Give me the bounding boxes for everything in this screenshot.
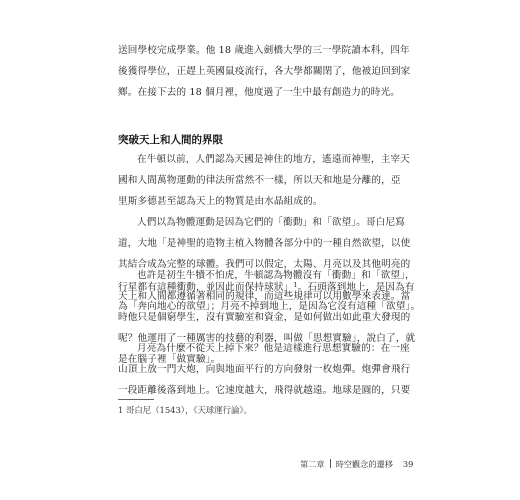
text-line: 為「奔向地心的欲望」；月亮不掉到地上，是因為它沒有這種「欲望」。 <box>118 301 421 312</box>
footnote-marker: 1 <box>293 281 298 289</box>
text-line: 是在腦子裡「做實驗」。 <box>118 354 221 365</box>
chapter-label: 第二章 <box>300 459 325 469</box>
text-line: 里斯多德甚至認為天上的物質是由水晶組成的。 <box>118 196 323 207</box>
text-line: 國和人間萬物運動的律法所當然不一樣，所以天和地是分離的，亞 <box>118 175 401 186</box>
text-line-start: 行星都有這種衝動，並因此而保持球狀」 <box>118 282 294 293</box>
text-line: 一段距離後落到地上。它速度越大，飛得就越遠。地球是圓的，只要 <box>118 385 411 396</box>
text-line: 在牛頓以前，人們認為天國是神住的地方，遙遠而神聖，主宰天 <box>137 154 410 165</box>
text-line: 後獲得學位，正趕上英國鼠疫流行，各大學都關閉了，他被迫回到家 <box>118 66 411 77</box>
text-line: 送回學校完成學業。他 18 歲進入劍橋大學的三一學院讀本科，四年 <box>118 45 410 56</box>
text-line-end: 。石頭落到地上，是因為有 <box>297 282 415 293</box>
text-line: 時他只是個窮學生，沒有實驗室和資金，是如何做出如此重大發現的 <box>118 312 411 323</box>
footnote: 1 哥白尼（1543），《天球運行論》。 <box>118 405 252 415</box>
intro-paragraph <box>118 40 411 103</box>
paragraph-4 <box>118 338 411 401</box>
paragraph-1 <box>118 149 410 212</box>
running-title: 時空觀念的遷移 <box>335 459 393 469</box>
page-number: 39 <box>402 459 414 469</box>
text-line: 其結合成為完整的球體。我們可以假定，太陽、月亮以及其他明亮的 <box>118 259 411 270</box>
text-line: 月亮為什麼不從天上掉下來？他是這樣進行思想實驗的：在一座 <box>137 343 410 354</box>
footer-divider <box>330 459 331 468</box>
text-line: 天上和人間都遵循著相同的規律，而這些規律可以用數學來表達。當 <box>118 291 411 302</box>
text-line: 鄉。在接下去的 18 個月裡，他度過了一生中最有創造力的時光。 <box>118 87 400 98</box>
text-line: 人們以為物體運動是因為它們的「衝動」和「欲望」。哥白尼寫 <box>137 217 406 228</box>
page-footer <box>300 459 413 470</box>
text-line: 道，大地「是神聖的造物主植入物體各部分中的一種自然欲望，以使 <box>118 238 411 249</box>
footnote-divider <box>118 399 154 400</box>
text-line: 山頂上放一門大炮，向與地面平行的方向發射一枚炮彈。炮彈會飛行 <box>118 364 411 375</box>
section-heading: 突破天上和人間的界限 <box>118 134 223 146</box>
text-line: 呢？他運用了一種厲害的技藝的利器，叫做「思想實驗」，說白了，就 <box>118 333 416 344</box>
text-line: 也許是初生牛犢不怕虎，牛頓認為物體沒有「衝動」和「欲望」， <box>137 270 415 281</box>
